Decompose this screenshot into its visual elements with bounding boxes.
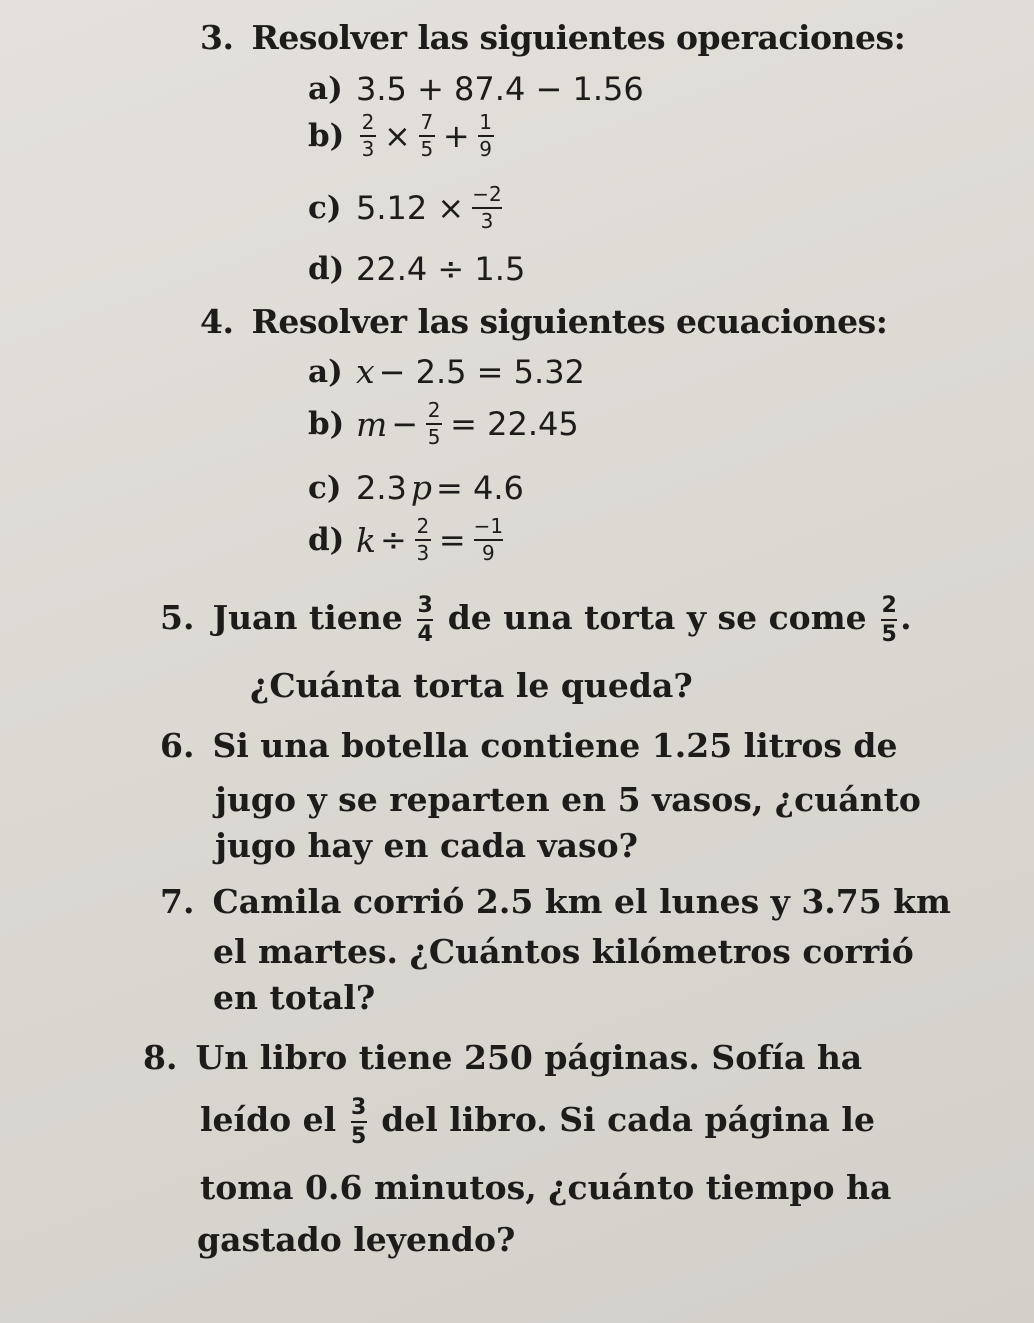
- equation: [356, 400, 579, 448]
- q8-text-2a: leído el: [200, 1100, 337, 1140]
- numerator: 1: [479, 110, 492, 134]
- equals-sign: =: [438, 521, 466, 559]
- question-8-line-4: gastado leyendo?: [197, 1220, 516, 1259]
- fraction: [478, 112, 494, 160]
- equation: [356, 516, 507, 564]
- q5-text-c: .: [900, 598, 912, 638]
- item-label: d): [308, 251, 345, 287]
- question-8-line-2: [200, 1096, 875, 1148]
- denominator: 5: [420, 137, 434, 161]
- question-8-line-1: [143, 1034, 862, 1081]
- question-3-heading: [200, 18, 905, 57]
- denominator: 9: [482, 541, 495, 565]
- question-8-number: 8.: [143, 1038, 178, 1077]
- question-5-line-1: [160, 594, 912, 646]
- equation: [356, 352, 585, 391]
- equation: [356, 468, 524, 507]
- denominator: 5: [427, 425, 441, 449]
- equation-rest: = 4.6: [436, 468, 524, 507]
- question-3b: [308, 112, 498, 160]
- question-3a: [308, 70, 644, 108]
- numerator: 2: [416, 514, 430, 538]
- question-4-number: 4.: [200, 302, 234, 341]
- numerator: 2: [881, 593, 897, 618]
- question-6-line-3: jugo hay en cada vaso?: [215, 826, 638, 865]
- q5-text-b: de una torta y se come: [447, 598, 867, 638]
- denominator: 5: [351, 1124, 367, 1150]
- fraction: [360, 112, 376, 160]
- variable: k: [356, 520, 376, 560]
- variable: p: [410, 468, 433, 507]
- item-label: d): [308, 522, 345, 558]
- variable: m: [356, 404, 388, 444]
- question-4c: [308, 468, 524, 507]
- operator: +: [442, 117, 470, 155]
- denominator: 3: [361, 137, 375, 161]
- q5-text-a: Juan tiene: [212, 598, 403, 638]
- fraction: [472, 184, 501, 232]
- numerator: 2: [361, 110, 375, 134]
- operator: ×: [384, 117, 411, 155]
- fraction-bar: [417, 619, 433, 621]
- question-5-line-2: ¿Cuánta torta le queda?: [250, 666, 693, 705]
- question-6-line-1: [160, 722, 898, 769]
- question-6-number: 6.: [160, 726, 195, 765]
- q8-text-1: Un libro tiene 250 páginas. Sofía ha: [195, 1038, 863, 1077]
- question-8-line-3: toma 0.6 minutos, ¿cuánto tiempo ha: [200, 1168, 892, 1207]
- denominator: 4: [417, 622, 433, 648]
- expression: [356, 184, 506, 232]
- fraction: [881, 594, 897, 646]
- lead-term: 5.12 ×: [356, 189, 465, 227]
- numerator: 3: [351, 1095, 367, 1120]
- numerator: 2: [427, 398, 441, 422]
- expression: 22.4 ÷ 1.5: [356, 250, 526, 288]
- q6-text-1: Si una botella contiene 1.25 litros de: [212, 726, 898, 765]
- fraction: [474, 516, 503, 564]
- operator: ÷: [380, 521, 407, 559]
- denominator: 3: [416, 541, 430, 565]
- numerator: −1: [473, 514, 504, 538]
- denominator: 9: [479, 137, 492, 161]
- operator: −: [391, 405, 419, 443]
- question-4d: [308, 516, 507, 564]
- equation-rest: − 2.5 = 5.32: [378, 352, 585, 391]
- expression: [356, 112, 498, 160]
- question-4-title: Resolver las siguientes ecuaciones:: [251, 302, 888, 341]
- question-4-heading: [200, 302, 887, 341]
- equation-rest: = 22.45: [450, 405, 579, 443]
- item-label: c): [308, 190, 342, 226]
- fraction: [419, 112, 435, 160]
- item-label: a): [308, 353, 343, 390]
- expression: 3.5 + 87.4 − 1.56: [356, 70, 644, 108]
- coefficient: 2.3: [356, 468, 407, 507]
- fraction-bar: [351, 1121, 367, 1123]
- question-7-line-3: en total?: [213, 978, 376, 1017]
- question-6-line-2: jugo y se reparten en 5 vasos, ¿cuánto: [215, 780, 921, 819]
- question-7-line-1: [160, 878, 951, 925]
- fraction: [415, 516, 431, 564]
- question-3c: [308, 184, 506, 232]
- question-7-line-2: el martes. ¿Cuántos kilómetros corrió: [213, 932, 914, 971]
- question-3d: [308, 250, 525, 288]
- fraction-bar: [881, 619, 897, 621]
- q8-text-2b: del libro. Si cada página le: [381, 1100, 875, 1140]
- item-label: b): [308, 406, 345, 442]
- numerator: 3: [417, 593, 433, 618]
- question-3-number: 3.: [200, 18, 234, 57]
- variable: x: [356, 352, 375, 391]
- numerator: 7: [420, 110, 434, 134]
- fraction: [417, 594, 433, 646]
- item-label: a): [308, 71, 343, 107]
- question-5-number: 5.: [160, 598, 195, 638]
- denominator: 5: [881, 622, 897, 648]
- question-4b: [308, 400, 579, 448]
- numerator: −2: [472, 182, 502, 206]
- fraction: [426, 400, 442, 448]
- fraction: [351, 1096, 367, 1148]
- question-4a: [308, 352, 585, 391]
- question-3-title: Resolver las siguientes operaciones:: [251, 18, 906, 57]
- denominator: 3: [480, 209, 494, 233]
- item-label: c): [308, 469, 342, 506]
- question-7-number: 7.: [160, 882, 195, 921]
- item-label: b): [308, 118, 345, 154]
- q7-text-1: Camila corrió 2.5 km el lunes y 3.75 km: [212, 882, 951, 921]
